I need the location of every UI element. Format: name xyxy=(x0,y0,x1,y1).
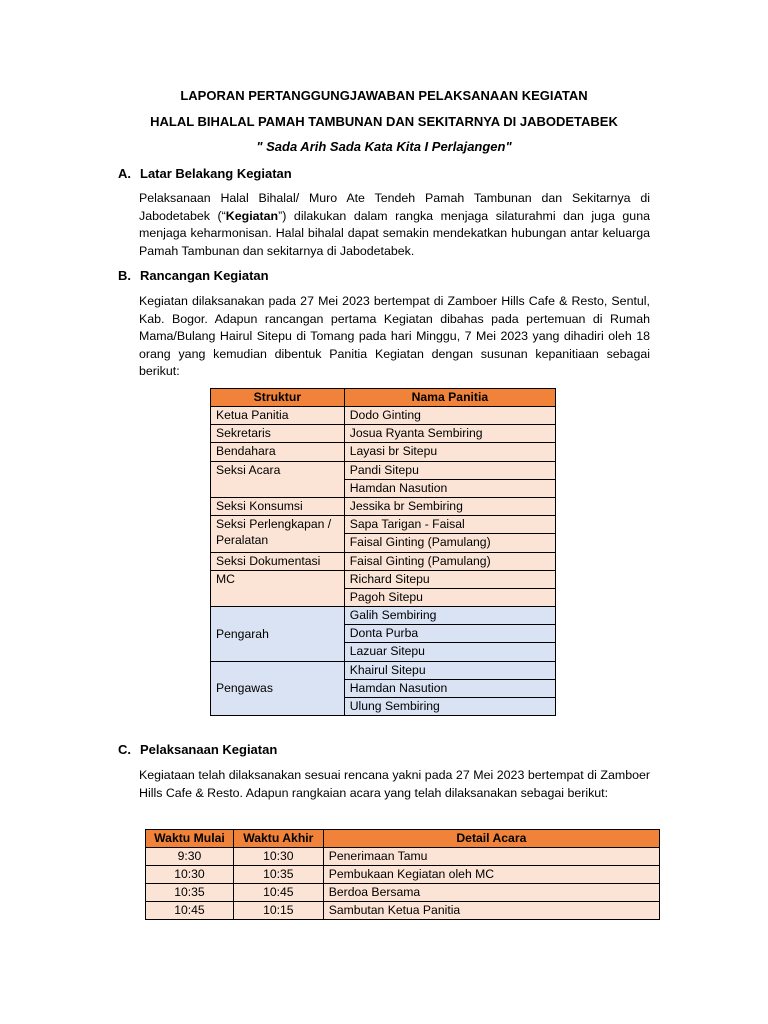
header-waktu-mulai: Waktu Mulai xyxy=(146,830,234,848)
section-b-heading xyxy=(118,268,269,283)
end-time-cell: 10:30 xyxy=(233,848,323,866)
event-detail-cell: Penerimaan Tamu xyxy=(323,848,659,866)
header-waktu-akhir: Waktu Akhir xyxy=(233,830,323,848)
event-title: HALAL BIHALAL PAMAH TAMBUNAN DAN SEKITARNYA DI JABODETABEK xyxy=(150,114,618,129)
section-a-title: Latar Belakang Kegiatan xyxy=(140,166,292,181)
name-cell: Josua Ryanta Sembiring xyxy=(344,425,555,443)
name-cell: Sapa Tarigan - Faisal xyxy=(344,516,555,534)
table-row xyxy=(211,661,556,679)
table-row xyxy=(146,902,660,920)
name-cell: Faisal Ginting (Pamulang) xyxy=(344,552,555,570)
section-b-letter: B. xyxy=(118,268,131,283)
table-row xyxy=(146,848,660,866)
start-time-cell: 9:30 xyxy=(146,848,234,866)
event-motto: " Sada Arih Sada Kata Kita I Perlajangen" xyxy=(256,139,512,154)
name-cell: Pagoh Sitepu xyxy=(344,588,555,606)
role-cell: Seksi Konsumsi xyxy=(211,497,345,515)
table-row xyxy=(146,884,660,902)
header-struktur: Struktur xyxy=(211,389,345,407)
table-row xyxy=(211,407,556,425)
section-c-title: Pelaksanaan Kegiatan xyxy=(140,742,278,757)
schedule-table xyxy=(145,829,660,920)
name-cell: Richard Sitepu xyxy=(344,570,555,588)
name-cell: Lazuar Sitepu xyxy=(344,643,555,661)
schedule-header-row xyxy=(146,830,660,848)
header-detail-acara: Detail Acara xyxy=(323,830,659,848)
role-cell: Ketua Panitia xyxy=(211,407,345,425)
table-row xyxy=(211,516,556,534)
role-cell: Pengawas xyxy=(211,661,345,716)
section-a-paragraph xyxy=(139,190,650,260)
event-detail-cell: Sambutan Ketua Panitia xyxy=(323,902,659,920)
start-time-cell: 10:30 xyxy=(146,866,234,884)
section-c-heading xyxy=(118,742,277,757)
role-cell: Seksi Perlengkapan / Peralatan xyxy=(211,516,345,552)
report-title: LAPORAN PERTANGGUNGJAWABAN PELAKSANAAN KEGIATAN xyxy=(180,88,588,103)
start-time-cell: 10:45 xyxy=(146,902,234,920)
table-row xyxy=(211,443,556,461)
committee-header-row xyxy=(211,389,556,407)
name-cell: Galih Sembiring xyxy=(344,607,555,625)
event-detail-cell: Pembukaan Kegiatan oleh MC xyxy=(323,866,659,884)
section-a-text-bold: Kegiatan xyxy=(225,208,279,223)
name-cell: Khairul Sitepu xyxy=(344,661,555,679)
header-nama-panitia: Nama Panitia xyxy=(344,389,555,407)
committee-table xyxy=(210,388,556,716)
section-a-letter: A. xyxy=(118,166,131,181)
name-cell: Layasi br Sitepu xyxy=(344,443,555,461)
section-c-paragraph: Kegiataan telah dilaksanakan sesuai rencana yakni pada 27 Mei 2023 bertempat di Zamboer Hills Cafe & Resto. Adapun rangkaian acara yang telah dilaksanakan sebagai berikut: xyxy=(139,768,650,800)
section-a-heading xyxy=(118,166,292,181)
end-time-cell: 10:15 xyxy=(233,902,323,920)
table-row xyxy=(211,425,556,443)
section-b-paragraph: Kegiatan dilaksanakan pada 27 Mei 2023 bertempat di Zamboer Hills Cafe & Resto, Sentul, Kab. Bogor. Adapun rancangan pertama Kegiatan dibahas pada pertemuan di Rumah Mama/Bulang Hairul Sitepu di Tomang pada hari Minggu, 7 Mei 2023 yang dihadiri oleh 18 orang yang kemudian dibentuk Panitia Kegiatan dengan susunan kepanitiaan sebagai berikut: xyxy=(139,294,650,379)
table-row xyxy=(211,552,556,570)
table-row xyxy=(146,866,660,884)
role-cell: Seksi Dokumentasi xyxy=(211,552,345,570)
table-row xyxy=(211,607,556,625)
start-time-cell: 10:35 xyxy=(146,884,234,902)
section-a-text-2: ”) dilakukan dalam rangka menjaga silaturahmi dan juga guna menjaga keharmonisan. Halal bihalal dapat semakin mendekatkan hubungan antar keluarga Pamah Tambunan dan sekitarnya di Jabodetabek. xyxy=(139,208,650,258)
role-cell: Seksi Acara xyxy=(211,461,345,497)
section-b-title: Rancangan Kegiatan xyxy=(140,268,269,283)
end-time-cell: 10:35 xyxy=(233,866,323,884)
name-cell: Jessika br Sembiring xyxy=(344,497,555,515)
name-cell: Dodo Ginting xyxy=(344,407,555,425)
name-cell: Hamdan Nasution xyxy=(344,479,555,497)
table-row xyxy=(211,461,556,479)
name-cell: Faisal Ginting (Pamulang) xyxy=(344,534,555,552)
name-cell: Hamdan Nasution xyxy=(344,679,555,697)
end-time-cell: 10:45 xyxy=(233,884,323,902)
table-row xyxy=(211,570,556,588)
section-c-letter: C. xyxy=(118,742,131,757)
event-detail-cell: Berdoa Bersama xyxy=(323,884,659,902)
section-a-text-1: Pelaksanaan Halal Bihalal/ Muro Ate Tendeh Pamah Tambunan dan Sekitarnya di Jabodetabek (“ xyxy=(139,191,650,223)
table-row xyxy=(211,497,556,515)
role-cell: MC xyxy=(211,570,345,606)
name-cell: Donta Purba xyxy=(344,625,555,643)
role-cell: Bendahara xyxy=(211,443,345,461)
role-cell: Pengarah xyxy=(211,607,345,662)
name-cell: Pandi Sitepu xyxy=(344,461,555,479)
role-cell: Sekretaris xyxy=(211,425,345,443)
name-cell: Ulung Sembiring xyxy=(344,698,555,716)
